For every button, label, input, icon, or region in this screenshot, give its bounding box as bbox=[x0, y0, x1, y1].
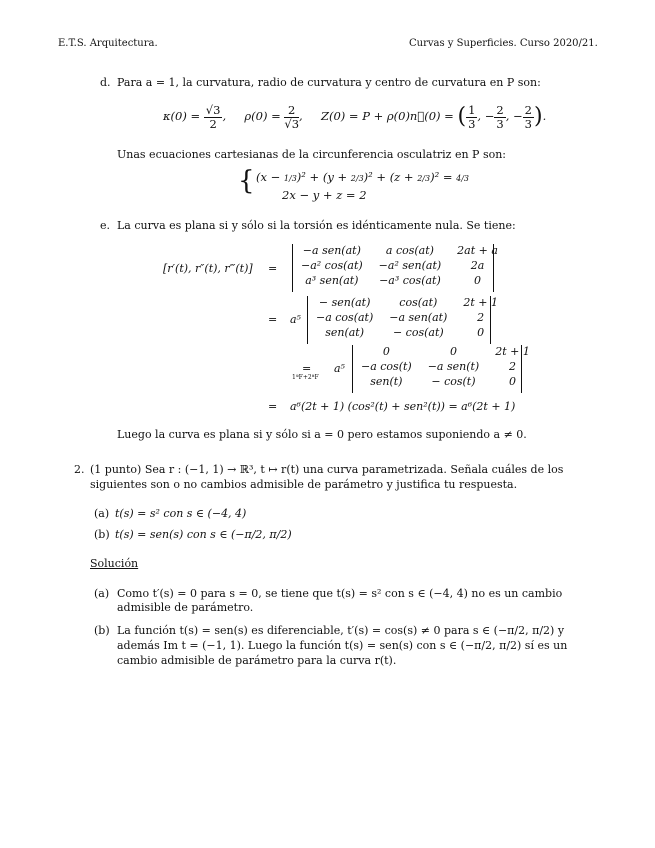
kappa-expr: κ(0) = bbox=[163, 109, 201, 124]
matrix1-cell: 2a bbox=[470, 259, 485, 272]
kappa-fraction: $\frac{√3}{2}$ bbox=[205, 103, 221, 131]
matrix2-cell: − sen(at) bbox=[318, 296, 371, 309]
header-right: Curvas y Superficies. Curso 2020/21. bbox=[409, 38, 598, 49]
matrix1-row bbox=[293, 273, 506, 288]
matrix1-cell: a cos(at) bbox=[385, 244, 434, 257]
matrix3-cell: −a sen(t) bbox=[427, 360, 480, 373]
a5-factor-1: a⁵ bbox=[290, 313, 301, 326]
matrix1-cell: −a² cos(at) bbox=[301, 259, 363, 272]
matrix3-cell: −a cos(t) bbox=[361, 360, 412, 373]
curvature-formula: κ(0) = $\frac{√3}{2}$ , ρ(0) = $\frac{2}{√3}$ , Z(0) = P + ρ(0)n⃗(0) = ( $\frac{1}{3}$ , − $\frac{2}{3}$ , − $\frac{2}{3}$ ). bbox=[163, 103, 547, 131]
matrix2-cell: − cos(at) bbox=[392, 326, 444, 339]
matrix1-cell: −a³ cos(at) bbox=[379, 274, 441, 287]
matrix-2-table bbox=[308, 295, 506, 340]
matrix1-cell: a³ sen(at) bbox=[305, 274, 359, 287]
problem-2-line-1: (1 punto) Sea r : (−1, 1) → ℝ³, t ↦ r(t) una curva parametrizada. Señala cuáles de los bbox=[90, 463, 564, 476]
item-e-intro: La curva es plana si y sólo si la torsión es idénticamente nula. Se tiene: bbox=[117, 219, 516, 232]
matrix3-cell: − cos(t) bbox=[431, 375, 476, 388]
option-a-text: t(s) = s² con s ∈ (−4, 4) bbox=[115, 507, 247, 520]
matrix-3-table bbox=[353, 344, 538, 389]
problem-2-line-2: siguientes son o no cambios admisible de parámetro y justifica tu respuesta. bbox=[90, 478, 518, 491]
equals-4: = bbox=[268, 400, 278, 413]
option-a-label: (a) bbox=[94, 507, 110, 520]
matrix3-cell: 2t + 1 bbox=[495, 345, 530, 358]
sphere-equation: (x − 1/3)² + (y + 2/3)² + (z + 2/3)² = 4/3 bbox=[256, 170, 469, 184]
solution-title: Solución bbox=[90, 557, 139, 570]
row-operation-label: 1ªF+2ªF bbox=[292, 374, 319, 381]
item-e-conclusion: Luego la curva es plana si y sólo si a = 0 pero estamos suponiendo a ≠ 0. bbox=[117, 428, 527, 441]
circle-intro: Unas ecuaciones cartesianas de la circunferencia osculatriz en P son: bbox=[117, 148, 506, 161]
matrix3-cell: sen(t) bbox=[370, 375, 403, 388]
solution-a-line-1: Como t′(s) = 0 para s = 0, se tiene que t(s) = s² con s ∈ (−4, 4) no es un cambio bbox=[117, 587, 563, 600]
matrix2-cell: 2 bbox=[477, 311, 485, 324]
matrix2-cell: −a cos(at) bbox=[316, 311, 374, 324]
matrix3-cell: 2 bbox=[509, 360, 517, 373]
matrix3-row bbox=[353, 344, 538, 359]
determinant-1 bbox=[292, 244, 498, 292]
matrix3-cell: 0 bbox=[382, 345, 390, 358]
matrix-1-table bbox=[293, 243, 506, 288]
matrix2-row bbox=[308, 325, 506, 340]
equals-2: = bbox=[268, 313, 278, 326]
rho-fraction: $\frac{2}{√3}$ bbox=[284, 103, 300, 131]
solution-b-label: (b) bbox=[94, 624, 110, 637]
solution-a-line-2: admisible de parámetro. bbox=[117, 601, 254, 614]
matrix1-cell: −a² sen(at) bbox=[378, 259, 442, 272]
matrix3-cell: 0 bbox=[509, 375, 517, 388]
equals-1: = bbox=[268, 262, 278, 275]
solution-a-label: (a) bbox=[94, 587, 110, 600]
solution-b-line-2: además Im t = (−1, 1). Luego la función t(s) = sen(s) con s ∈ (−π/2, π/2) sí es un bbox=[117, 639, 568, 652]
determinant-3 bbox=[352, 345, 530, 393]
matrix1-row bbox=[293, 243, 506, 258]
matrix2-row bbox=[308, 310, 506, 325]
option-b-label: (b) bbox=[94, 528, 110, 541]
matrix2-cell: cos(at) bbox=[399, 296, 438, 309]
matrix2-cell: −a sen(at) bbox=[389, 311, 448, 324]
matrix2-cell: sen(at) bbox=[325, 326, 365, 339]
solution-b-line-1: La función t(s) = sen(s) es diferenciable, t′(s) = cos(s) ≠ 0 para s ∈ (−π/2, π/2) y bbox=[117, 624, 565, 637]
equals-3: = bbox=[302, 362, 312, 375]
item-d-label: d. bbox=[100, 76, 111, 89]
item-e-label: e. bbox=[100, 219, 111, 232]
matrix1-cell: 0 bbox=[474, 274, 482, 287]
matrix1-row bbox=[293, 258, 506, 273]
plane-equation: 2x − y + z = 2 bbox=[282, 188, 367, 202]
matrix2-row bbox=[308, 295, 506, 310]
option-b-text: t(s) = sen(s) con s ∈ (−π/2, π/2) bbox=[115, 528, 292, 541]
matrix3-cell: 0 bbox=[449, 345, 457, 358]
matrix2-cell: 2t + 1 bbox=[463, 296, 498, 309]
matrix2-cell: 0 bbox=[477, 326, 485, 339]
center-expr: Z(0) = P + ρ(0)n⃗(0) = bbox=[320, 109, 454, 124]
problem-2-number: 2. bbox=[74, 463, 85, 476]
matrix3-row bbox=[353, 374, 538, 389]
solution-b-line-3: cambio admisible de parámetro para la curva r(t). bbox=[117, 654, 397, 667]
a5-factor-2: a⁵ bbox=[334, 362, 345, 375]
matrix3-row bbox=[353, 359, 538, 374]
final-result: a⁶(2t + 1) (cos²(t) + sen²(t)) = a⁶(2t + 1) bbox=[290, 400, 516, 413]
matrix1-cell: −a sen(at) bbox=[302, 244, 361, 257]
header-left: E.T.S. Arquitectura. bbox=[58, 38, 158, 49]
triple-product-lhs: [r′(t), r″(t), r‴(t)] bbox=[163, 262, 253, 275]
rho-expr: ρ(0) = bbox=[244, 109, 281, 124]
determinant-2 bbox=[307, 296, 498, 344]
matrix1-cell: 2at + a bbox=[457, 244, 498, 257]
item-d-intro: Para a = 1, la curvatura, radio de curvatura y centro de curvatura en P son: bbox=[117, 76, 541, 89]
